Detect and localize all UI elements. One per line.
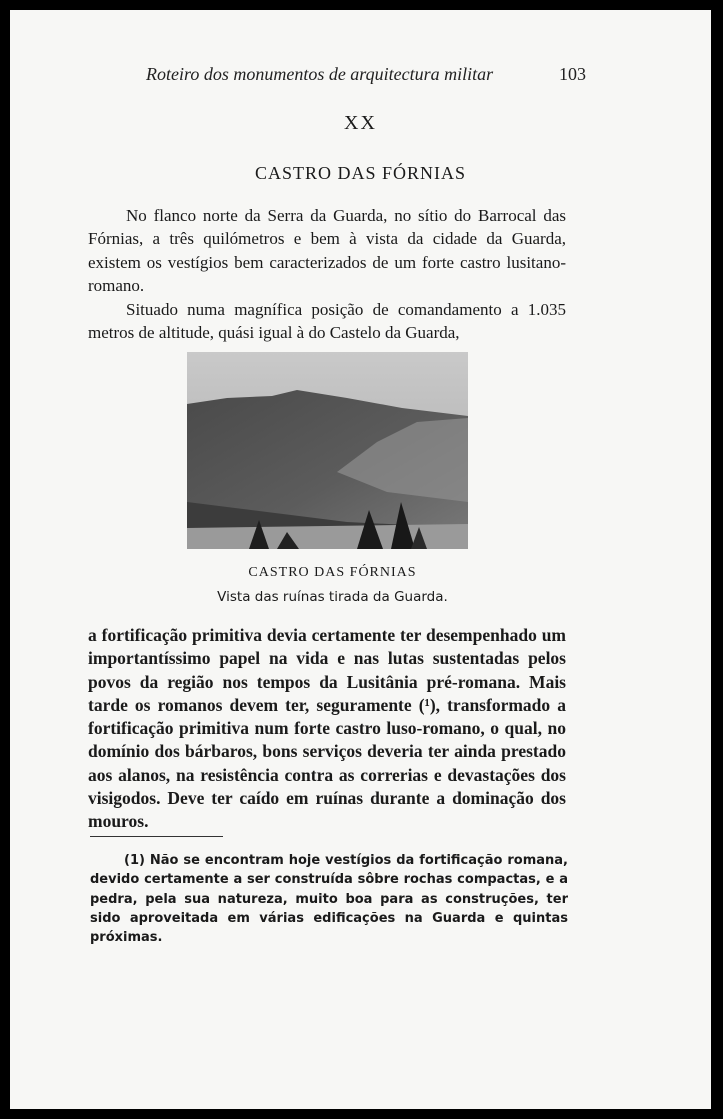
section-heading: CASTRO DAS FÓRNIAS — [254, 163, 467, 183]
figure-caption-title: CASTRO DAS FÓRNIAS — [248, 565, 417, 580]
figure-caption-subtitle: Vista das ruínas tirada da Guarda. — [217, 589, 448, 605]
paragraph-2 — [88, 298, 566, 345]
footnote — [90, 851, 568, 947]
footnote-text: (1) Não se encontram hoje vestígios da fortificação romana, devido certamente a ser construída sôbre rochas compactas, e a pedra, pela sua natureza, muito boa para as construções, ter sido aproveitada em várias edificações na Guarda e quintas próximas. — [90, 853, 568, 946]
book-page — [10, 10, 711, 1109]
footnote-divider — [90, 836, 223, 837]
landscape-photo — [187, 352, 468, 549]
paragraph-1 — [88, 204, 566, 298]
paragraph-1-text: No flanco norte da Serra da Guarda, no sítio do Barrocal das Fórnias, a três quilómetros e bem à vista da cidade da Guarda, existem os vestígios bem caracterizados de um forte castro lusitano-romano. — [88, 206, 566, 296]
page-number: 103 — [559, 64, 586, 84]
running-title: Roteiro dos monumentos de arquitectura militar — [146, 64, 494, 84]
chapter-number: XX — [344, 112, 377, 134]
paragraph-2-text: Situado numa magnífica posição de comandamento a 1.035 metros de altitude, quási igual à do Castelo da Guarda, — [88, 300, 566, 343]
paragraph-3: a fortificação primitiva devia certamente ter desempenhado um importantíssimo papel na vida e nas lutas sustentadas pelos povos da região nos tempos da Lusitânia pré-romana. Mais tarde os romanos devem ter, seguramente (¹), transformado a fortificação primitiva num forte castro luso-romano, o qual, no domínio dos bárbaros, bons serviços deveria ter ainda prestado aos alanos, na resistência contra as correrias e devastações dos visigodos. Deve ter caído em ruínas durante a dominação dos mouros. — [88, 625, 566, 832]
